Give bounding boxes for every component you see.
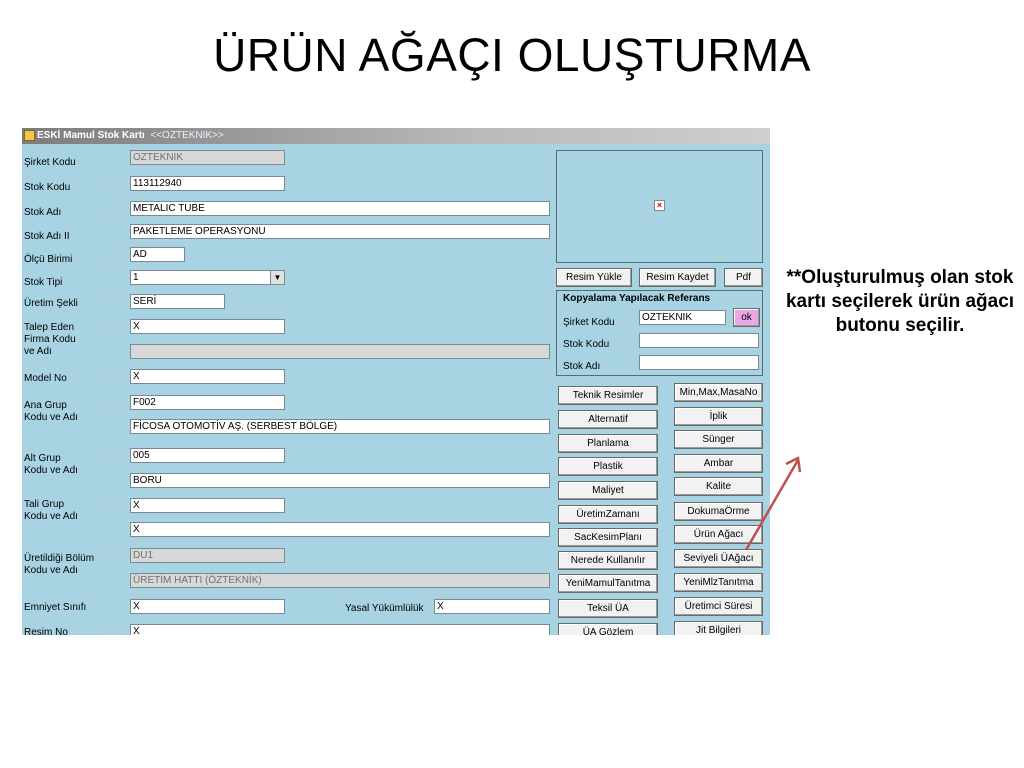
uretim-sekli-field[interactable]: SERİ <box>130 294 225 309</box>
label-uretildigi-bolum-1: Üretildiği Bölüm <box>24 553 95 564</box>
alt-grup-code-field[interactable]: 005 <box>130 448 285 463</box>
label-stok-tipi: Stok Tipi <box>24 277 63 288</box>
ana-grup-name-field[interactable]: FİCOSA OTOMOTİV AŞ. (SERBEST BÖLGE) <box>130 419 550 434</box>
label-stok-adi-2: Stok Adı II <box>24 231 70 242</box>
seviyeli-uagaci-button[interactable]: Seviyeli ÜAğacı <box>674 549 763 568</box>
min-max-masano-button[interactable]: Min,Max,MasaNo <box>674 383 763 402</box>
talep-eden-code-field[interactable]: X <box>130 319 285 334</box>
ambar-button[interactable]: Ambar <box>674 454 763 473</box>
resim-no-field[interactable]: X <box>130 624 550 635</box>
ref-stok-kodu-label: Stok Kodu <box>563 339 610 350</box>
olcu-birimi-field[interactable]: AD <box>130 247 185 262</box>
chevron-down-icon[interactable]: ▼ <box>270 271 284 284</box>
uretim-zamani-button[interactable]: ÜretimZamanı <box>558 505 658 524</box>
alt-grup-name-field[interactable]: BORU <box>130 473 550 488</box>
label-alt-grup-1: Alt Grup <box>24 453 61 464</box>
search-icon[interactable] <box>110 451 119 460</box>
uretildigi-bolum-name-field: ÜRETİM HATTI (ÖZTEKNİK) <box>130 573 550 588</box>
label-talep-eden-3: ve Adı <box>24 346 52 357</box>
ua-gozlem-button[interactable]: ÜA Gözlem <box>558 623 658 635</box>
stock-card-window <box>22 128 770 635</box>
search-icon[interactable] <box>110 296 119 305</box>
stok-kodu-field[interactable]: 113112940 <box>130 176 285 191</box>
search-icon[interactable] <box>623 316 632 325</box>
window-title: ESKİ Mamul Stok Kartı <box>37 130 145 141</box>
search-icon[interactable] <box>110 625 119 634</box>
label-resim-no: Resim No <box>24 627 68 635</box>
ref-sirket-kodu-label: Şirket Kodu <box>563 317 615 328</box>
label-ana-grup-1: Ana Grup <box>24 400 67 411</box>
arrow-shaft <box>746 460 798 550</box>
label-ana-grup-2: Kodu ve Adı <box>24 412 78 423</box>
stok-tipi-select[interactable] <box>130 270 285 285</box>
urun-agaci-button[interactable]: Ürün Ağacı <box>674 525 763 544</box>
nerede-kullanilir-button[interactable]: Nerede Kullanılır <box>558 551 658 570</box>
sunger-button[interactable]: Sünger <box>674 430 763 449</box>
label-stok-adi: Stok Adı <box>24 207 62 218</box>
pointer-arrow <box>740 450 810 560</box>
plastik-button[interactable]: Plastik <box>558 457 658 476</box>
search-icon[interactable] <box>110 252 119 261</box>
jit-bilgileri-button[interactable]: Jit Bilgileri <box>674 621 763 635</box>
yeni-mamul-tanitma-button[interactable]: YeniMamulTanıtma <box>558 574 658 593</box>
yeni-mlz-tanitma-button[interactable]: YeniMlzTanıtma <box>674 573 763 592</box>
planlama-button[interactable]: Planlama <box>558 434 658 453</box>
search-icon[interactable] <box>110 371 119 380</box>
pdf-button[interactable]: Pdf <box>724 268 763 287</box>
reference-title: Kopyalama Yapılacak Referans <box>563 293 711 304</box>
dokuma-orme-button[interactable]: DokumaÖrme <box>674 502 763 521</box>
label-uretim-sekli: Üretim Şekli <box>24 298 78 309</box>
upload-image-button[interactable]: Resim Yükle <box>556 268 632 287</box>
sirket-kodu-field: OZTEKNIK <box>130 150 285 165</box>
instruction-note: **Oluşturulmuş olan stok kartı seçilerek ürün ağacı butonu seçilir. <box>785 267 1015 336</box>
search-icon[interactable] <box>110 179 119 188</box>
search-icon[interactable] <box>110 398 119 407</box>
broken-image-icon: × <box>654 200 665 211</box>
yasal-yukumluluk-field[interactable]: X <box>434 599 550 614</box>
model-no-field[interactable]: X <box>130 369 285 384</box>
search-icon[interactable] <box>110 499 119 508</box>
uretimci-suresi-button[interactable]: Üretimci Süresi <box>674 597 763 616</box>
ok-button[interactable]: ok <box>733 308 760 327</box>
ana-grup-code-field[interactable]: F002 <box>130 395 285 410</box>
talep-eden-name-field <box>130 344 550 359</box>
stok-adi-field[interactable]: METALIC TUBE <box>130 201 550 216</box>
search-icon[interactable] <box>110 320 119 329</box>
label-tali-grup-2: Kodu ve Adı <box>24 511 78 522</box>
save-image-button[interactable]: Resim Kaydet <box>639 268 716 287</box>
label-model-no: Model No <box>24 373 67 384</box>
label-sirket-kodu: Şirket Kodu <box>24 157 76 168</box>
emniyet-sinifi-field[interactable]: X <box>130 599 285 614</box>
label-uretildigi-bolum-2: Kodu ve Adı <box>24 565 78 576</box>
uretildigi-bolum-code-field: DU1 <box>130 548 285 563</box>
maliyet-button[interactable]: Maliyet <box>558 481 658 500</box>
kalite-button[interactable]: Kalite <box>674 477 763 496</box>
label-talep-eden-2: Firma Kodu <box>24 334 76 345</box>
iplik-button[interactable]: İplik <box>674 407 763 426</box>
slide-title: ÜRÜN AĞAÇI OLUŞTURMA <box>213 29 811 81</box>
search-icon[interactable] <box>110 205 119 214</box>
tali-grup-code-field[interactable]: X <box>130 498 285 513</box>
ref-stok-adi-field[interactable] <box>639 355 759 370</box>
label-emniyet-sinifi: Emniyet Sınıfı <box>24 602 87 613</box>
window-titlebar <box>22 128 770 144</box>
label-talep-eden-1: Talep Eden <box>24 322 75 333</box>
search-icon[interactable] <box>110 549 119 558</box>
stok-tipi-value: 1 <box>133 272 139 283</box>
stok-adi-2-field[interactable]: PAKETLEME OPERASYONU <box>130 224 550 239</box>
label-stok-kodu: Stok Kodu <box>24 182 71 193</box>
label-tali-grup-1: Tali Grup <box>24 499 65 510</box>
copy-reference-panel <box>556 290 763 376</box>
ref-stok-adi-label: Stok Adı <box>563 361 601 372</box>
window-app-icon <box>24 130 35 141</box>
sac-kesim-plani-button[interactable]: SacKesimPlanı <box>558 528 658 547</box>
ref-sirket-kodu-field[interactable]: OZTEKNIK <box>639 310 726 325</box>
alternatif-button[interactable]: Alternatif <box>558 410 658 429</box>
tali-grup-name-field[interactable]: X <box>130 522 550 537</box>
label-yasal-yukumluluk: Yasal Yükümlülük <box>345 603 424 614</box>
ref-stok-kodu-field[interactable] <box>639 333 759 348</box>
label-olcu-birimi: Ölçü Birimi <box>24 254 73 265</box>
search-icon[interactable] <box>623 360 632 369</box>
product-image-box <box>556 150 763 263</box>
teknik-resimler-button[interactable]: Teknik Resimler <box>558 386 658 405</box>
label-alt-grup-2: Kodu ve Adı <box>24 465 78 476</box>
search-icon[interactable] <box>623 338 632 347</box>
window-subtitle: <<OZTEKNIK>> <box>150 130 224 141</box>
teksil-ua-button[interactable]: Teksil ÜA <box>558 599 658 618</box>
